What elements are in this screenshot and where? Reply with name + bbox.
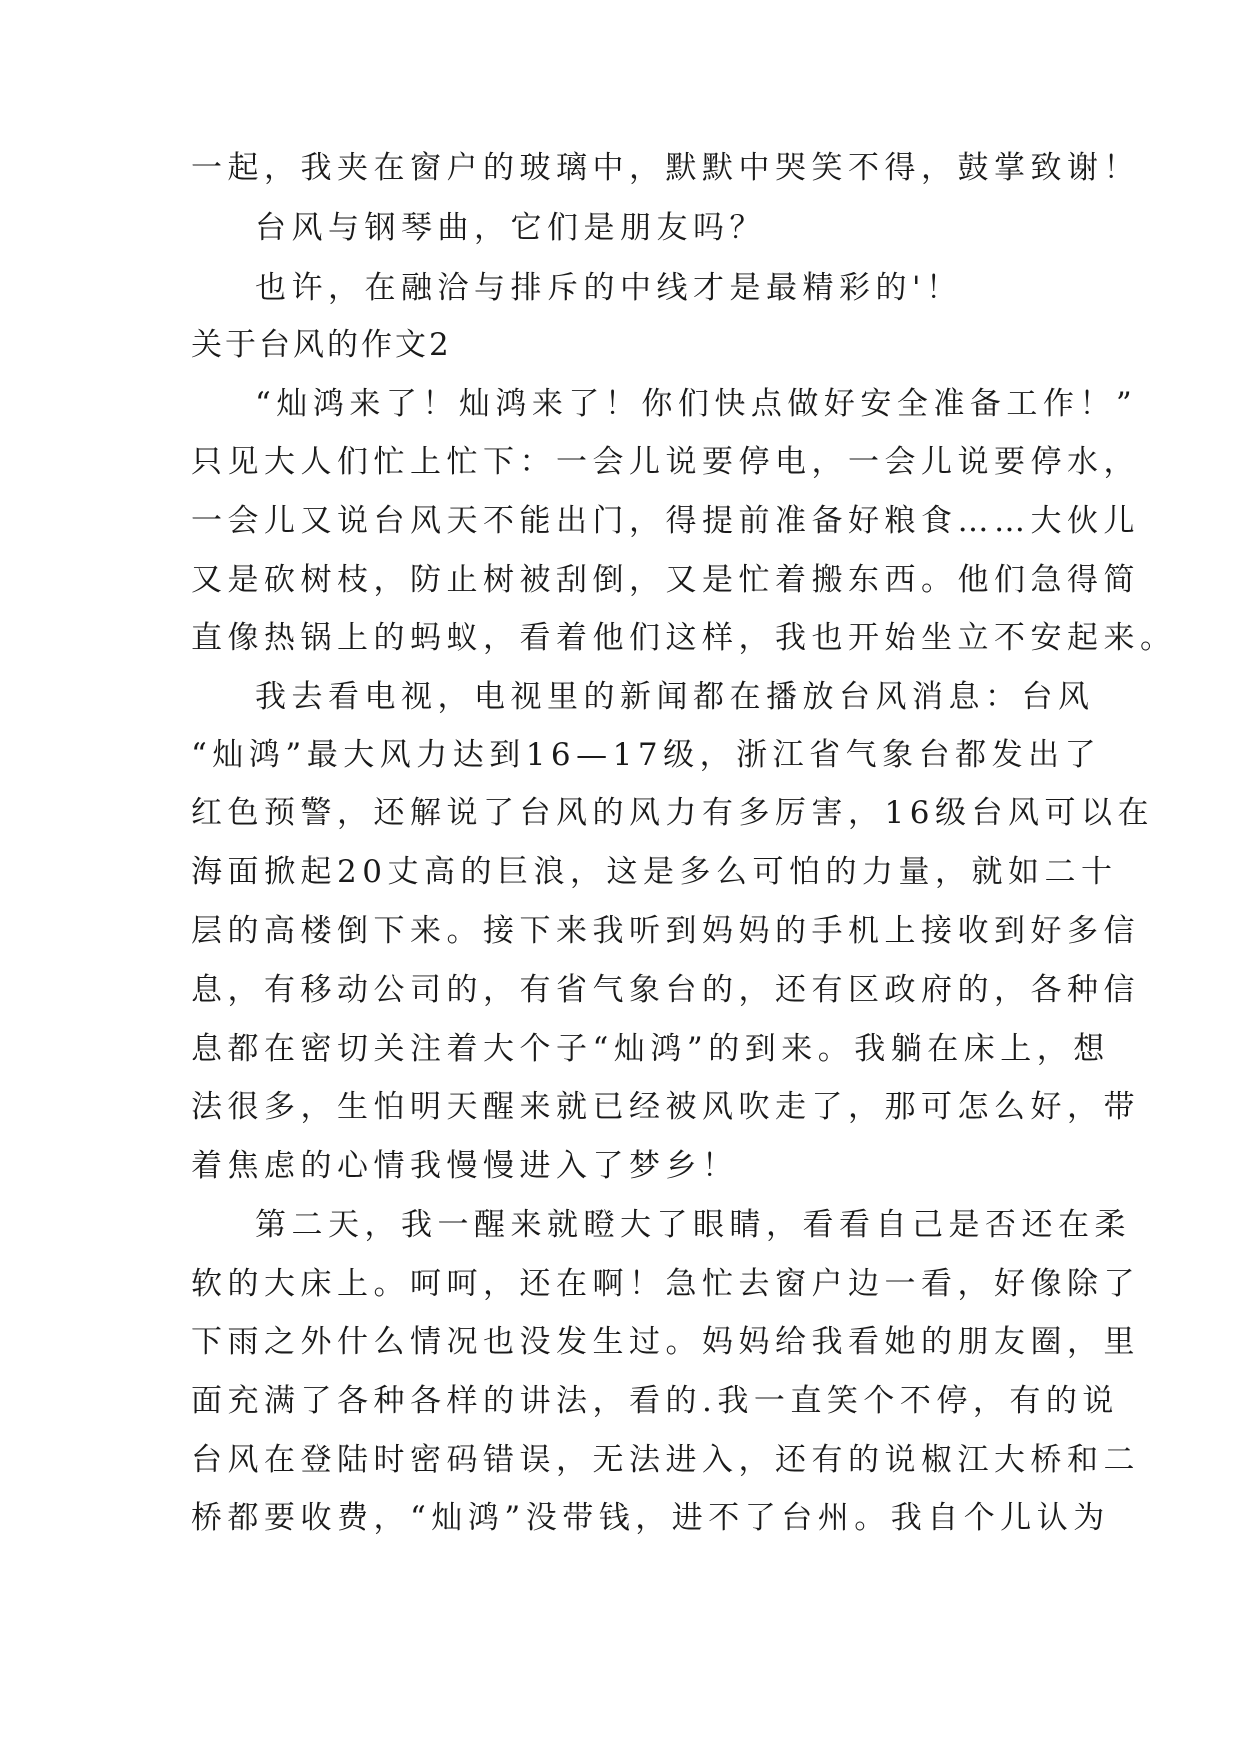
text-line: “灿鸿”最大风力达到16—17级，浙江省气象台都发出了: [191, 737, 1102, 773]
text-line: 面充满了各种各样的讲法，看的.我一直笑个不停，有的说: [191, 1383, 1119, 1419]
text-line: 桥都要收费，“灿鸿”没带钱，进不了台州。我自个儿认为: [191, 1500, 1110, 1536]
text-line: 红色预警，还解说了台风的风力有多厉害，16级台风可以在: [191, 795, 1154, 831]
text-line: 层的高楼倒下来。接下来我听到妈妈的手机上接收到好多信: [191, 913, 1140, 949]
text-line: 下雨之外什么情况也没发生过。妈妈给我看她的朋友圈，里: [191, 1324, 1140, 1360]
text-line: 台风在登陆时密码错误，无法进入，还有的说椒江大桥和二: [191, 1442, 1140, 1478]
text-line: 直像热锅上的蚂蚁，看着他们这样，我也开始坐立不安起来。: [191, 620, 1177, 656]
text-line: 息，有移动公司的，有省气象台的，还有区政府的，各种信: [191, 972, 1140, 1008]
text-line: 法很多，生怕明天醒来就已经被风吹走了，那可怎么好，带: [191, 1089, 1140, 1125]
text-line: 软的大床上。呵呵，还在啊！急忙去窗户边一看，好像除了: [191, 1266, 1140, 1302]
text-line: 第二天，我一醒来就瞪大了眼睛，看看自己是否还在柔: [255, 1207, 1131, 1243]
text-line: 又是砍树枝，防止树被刮倒，又是忙着搬东西。他们急得简: [191, 562, 1140, 598]
text-line: 一起，我夹在窗户的玻璃中，默默中哭笑不得，鼓掌致谢！: [191, 150, 1140, 186]
text-line: 着焦虑的心情我慢慢进入了梦乡！: [191, 1148, 739, 1184]
text-line: 海面掀起20丈高的巨浪，这是多么可怕的力量，就如二十: [191, 854, 1118, 890]
text-line: 一会儿又说台风天不能出门，得提前准备好粮食……大伙儿: [191, 503, 1140, 539]
text-line: 只见大人们忙上忙下：一会儿说要停电，一会儿说要停水，: [191, 444, 1140, 480]
text-line: 息都在密切关注着大个子“灿鸿”的到来。我躺在床上，想: [191, 1031, 1110, 1067]
text-line: 也许，在融洽与排斥的中线才是最精彩的'！: [255, 270, 963, 306]
text-line: “灿鸿来了！灿鸿来了！你们快点做好安全准备工作！”: [255, 386, 1138, 422]
text-line: 台风与钢琴曲，它们是朋友吗？: [255, 210, 766, 246]
text-line: 我去看电视，电视里的新闻都在播放台风消息：台风: [255, 679, 1095, 715]
section-heading: 关于台风的作文2: [191, 327, 452, 363]
